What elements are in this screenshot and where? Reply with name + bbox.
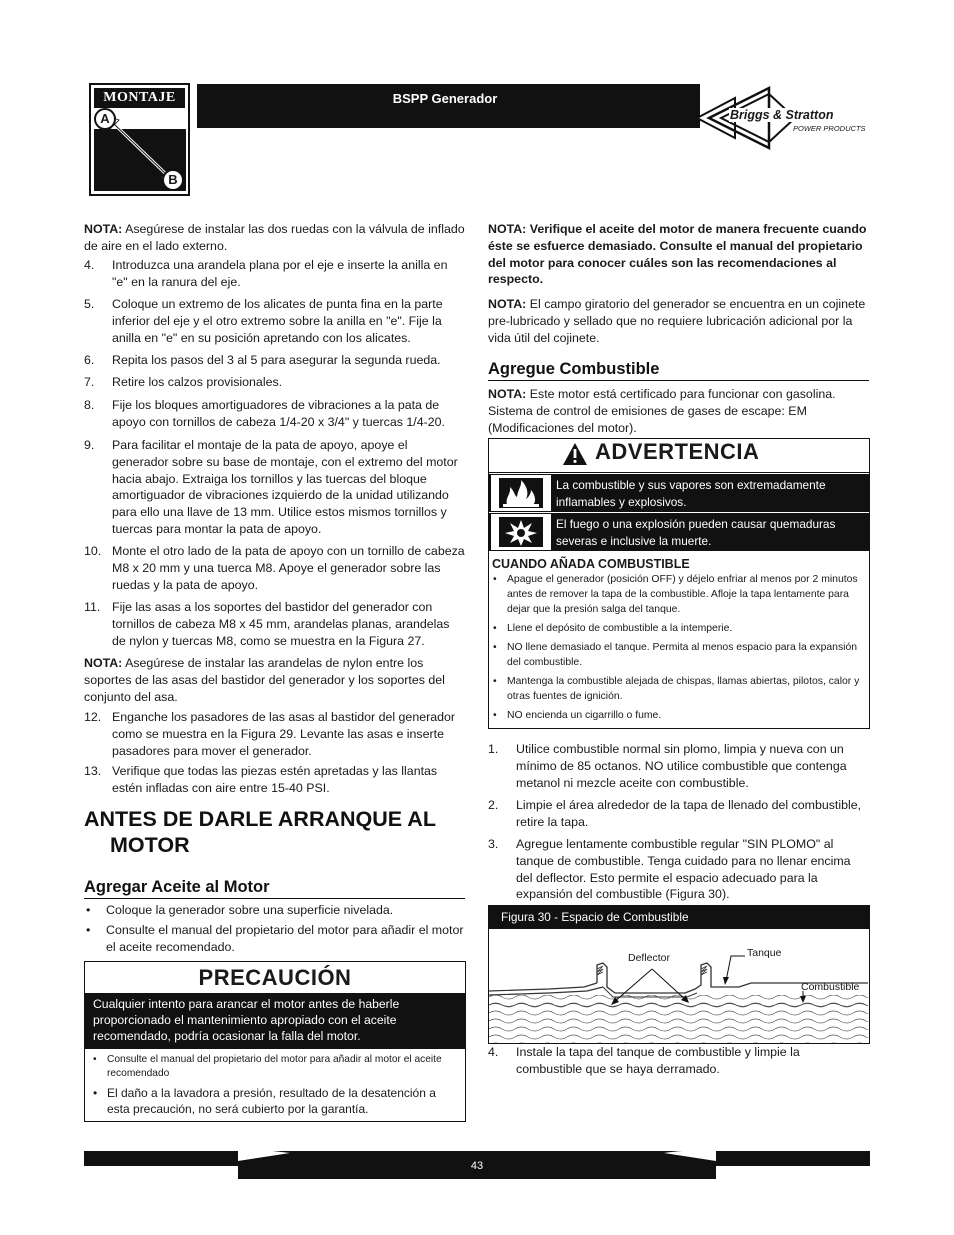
step-number: 9. [84,438,95,452]
caution-item-text: El daño a la lavadora a presión, resultado de la desatención a esta precaución, no será cubierto por la garantía. [107,1086,436,1116]
montaje-label: MONTAJE [94,88,185,108]
subsection-heading: Agregar Aceite al Motor [84,877,465,899]
step-number: 11. [84,600,101,614]
step-11 [84,599,465,649]
step-text: Fije los bloques amortiguadores de vibraciones a la pata de apoyo con tornillos de cabeza 1/4-20 x 3/4" y tuercas 1/4-20. [112,398,445,429]
montaje-b-label: B [168,172,178,187]
step-text: Fije las asas a los soportes del bastidor del generador con tornillos de cabeza M8 x 45 mm, arandelas planas, arandelas de nylon y tuercas M8, como se muestra en la Figura 27. [112,600,450,648]
label-deflector: Deflector [628,952,671,964]
bullet-dot: • [86,923,91,937]
step-number: 10. [84,544,102,558]
fuel-step-3 [488,836,869,903]
warning-row-text: El fuego o una explosión pueden causar quemaduras severas e inclusive la muerte. [556,517,836,548]
warning-row-fire [489,474,869,512]
right-note-bold: NOTA: Verifique el aceite del motor de manera frecuente cuando éste se esfuerce demasiado. Consulte el manual del propietario del motor para conocer cuáles son las recomendaciones al respecto. [488,222,867,287]
montaje-badge [89,83,190,196]
note-text: El campo giratorio del generador se encuentra en un cojinete pre-lubricado y sellado que no requiere lubricación adicional por la vida útil del cojinete. [488,297,866,345]
warning-item-text: NO encienda un cigarrillo o fume. [507,710,662,721]
header-bar [197,84,700,128]
step-number: 4. [488,1045,499,1059]
warning-item: • NO encienda un cigarrillo o fume. [493,710,662,721]
explosion-icon [491,514,551,550]
step-text: Limpie el área alrededor de la tapa de llenado del combustible, retire la tapa. [516,798,862,829]
right-note-3 [488,386,869,436]
step-text: Instale la tapa del tanque de combustible y limpie la combustible que se haya derramado. [516,1045,800,1076]
note-text: Asegúrese de instalar las dos ruedas con la válvula de inflado de aire en el lado externo. [84,222,465,253]
caution-text: Cualquier intento para arancar el motor antes de haberle proporcionado el mantenimiento apropiado con el aceite recomendado, podría ocasionar la falla del motor. [85,993,465,1049]
warning-triangle-icon [562,442,588,466]
footer [84,1147,870,1179]
step-text: Retire los calzos provisionales. [112,375,283,389]
warning-item: • Apague el generador (posición OFF) y déjelo enfriar al menos por 2 minutos antes de remover la tapa de la combustible. Afloje la tapa lentamente para dejar que la presión salga del tanque. [493,574,858,615]
note-text: Este motor está certificado para funcionar con gasolina. Sistema de control de emisiones de gases de escape: EM (Modificaciones del motor). [488,387,836,435]
fuel-step-4 [488,1044,869,1078]
fuel-step-2 [488,797,869,831]
step-number: 12. [84,710,102,724]
step-number: 6. [84,353,95,367]
caution-item-text: Consulte el manual del propietario del motor para añadir al motor el aceite recomendado [107,1054,442,1079]
step-text: Repita los pasos del 3 al 5 para asegurar la segunda rueda. [112,353,441,367]
step-number: 5. [84,297,95,311]
warning-item: • NO llene demasiado el tanque. Permita al menos espacio para la expansión del combustible. [493,642,858,668]
step-4 [84,257,465,291]
step-number: 2. [488,798,499,812]
subsection-heading: Agregue Combustible [488,359,869,381]
step-13 [84,763,465,797]
bullet-item [84,922,465,956]
note-label: NOTA: [488,297,527,311]
montaje-a-label: A [100,111,110,126]
fuel-step-1 [488,741,869,791]
step-number: 7. [84,375,95,389]
caution-title: PRECAUCIÓN [198,965,352,990]
warning-title: ADVERTENCIA [595,439,760,464]
step-10 [84,543,465,593]
caution-box [84,961,466,1122]
step-6 [84,352,465,369]
note-label: NOTA: [84,222,123,236]
note-label: NOTA: [488,387,527,401]
step-text: Agregue lentamente combustible regular "SIN PLOMO" al tanque de combustible. Tenga cuidado para no llenar encima del deflector. Esto permite el espacio adecuado para la expansión del combustible (Figura 30). [516,837,851,902]
step-text: Coloque un extremo de los alicates de punta fina en la parte inferior del eje y el otro extremo sobre la anilla en "e". Fije la anilla en "e" en su posición apretando con los alicates. [112,297,443,345]
fire-icon [491,475,551,511]
step-text: Utilice combustible normal sin plomo, limpia y nueva con un mínimo de 85 octanos. NO utilice combustible que contenga metanol ni mezcle aceite con combustible. [516,742,847,790]
step-9 [84,437,465,538]
header-title: BSPP Generador [300,84,590,114]
warning-row-text: La combustible y sus vapores son extremadamente inflamables y explosivos. [556,478,826,509]
left-note-2 [84,655,465,705]
bullet-text: Coloque la generador sobre una superficie nivelada. [106,903,394,917]
left-note-1 [84,221,465,255]
section-heading: ANTES DE DARLE ARRANQUE AL MOTOR [84,807,436,857]
label-combustible: Combustible [801,981,860,993]
warning-box [488,438,870,729]
warning-item-text: Mantenga la combustible alejada de chispas, llamas abiertas, pilotos, calor y otras fuentes de ignición. [507,676,860,702]
step-text: Monte el otro lado de la pata de apoyo con un tornillo de cabeza M8 x 20 mm y una tuerca M8. Apoye el generador sobre las ruedas y la pata de apoyo. [112,544,465,592]
step-number: 13. [84,764,102,778]
bullet-item [84,902,465,919]
figure-30 [488,905,870,1044]
bullet-dot: • [86,903,91,917]
step-number: 3. [488,837,499,851]
step-number: 1. [488,742,499,756]
label-tanque: Tanque [747,947,782,959]
step-8 [84,397,465,431]
bullet-text: Consulte el manual del propietario del motor para añadir el motor el aceite recomendado. [106,923,464,954]
step-7 [84,374,465,391]
note-label: NOTA: [84,656,123,670]
warning-header [489,439,869,473]
caution-list [85,1049,465,1117]
warning-item: • Llene el depósito de combustible a la intemperie. [493,623,733,634]
page-number: 43 [470,1160,484,1172]
warning-item: • Mantenga la combustible alejada de chispas, llamas abiertas, pilotos, calor y otras fuentes de ignición. [493,676,860,702]
warning-item-text: NO llene demasiado el tanque. Permita al menos espacio para la expansión del combustible. [507,642,858,668]
figure-caption: Figura 30 - Espacio de Combustible [489,906,869,929]
warning-subtitle: CUANDO AÑADA COMBUSTIBLE [492,557,690,571]
caution-item: • Consulte el manual del propietario del motor para añadir al motor el aceite recomendado [93,1054,442,1079]
warning-row-explosion [489,513,869,551]
step-text: Para facilitar el montaje de la pata de apoyo, apoye el generador sobre su base de montaje, con el extremo del motor hacia abajo. Extraiga los tornillos y las tuercas del bloque amortiguador de vibraciones izquierdo de la unidad utilizando para ello una llave de 13 mm. Utilice estos mismos tornillos y tuercas para montar la pata de apoyo. [112,438,458,536]
step-12 [84,709,465,759]
caution-item: • El daño a la lavadora a presión, resultado de la desatención a esta precaución, no será cubierto por la garantía. [93,1086,436,1116]
step-number: 4. [84,258,95,272]
step-number: 8. [84,398,95,412]
step-text: Enganche los pasadores de las asas al bastidor del generador como se muestra en la Figura 29. Levante las asas e inserte pasadores para mover el generador. [112,710,456,758]
step-text: Verifique que todas las piezas estén apretadas y las llantas estén infladas con aire entre 15-40 PSI. [112,764,438,795]
logo-sub: POWER PRODUCTS [793,124,866,133]
note-text: Asegúrese de instalar las arandelas de nylon entre los soportes de las asas del bastidor del generador y los soportes del conjunto del asa. [84,656,445,704]
warning-list [489,572,869,723]
right-note-2 [488,296,869,346]
warning-item-text: Apague el generador (posición OFF) y déjelo enfriar al menos por 2 minutos antes de remover la tapa de la combustible. Afloje la tapa lentamente para dejar que la presión salga del tanque. [507,574,858,615]
warning-item-text: Llene el depósito de combustible a la intemperie. [507,623,733,634]
brand-logo [695,82,873,154]
logo-brand: Briggs & Stratton [730,108,834,122]
step-text: Introduzca una arandela plana por el eje e inserte la anilla en "e" en la ranura del eje. [112,258,448,289]
step-5 [84,296,465,346]
